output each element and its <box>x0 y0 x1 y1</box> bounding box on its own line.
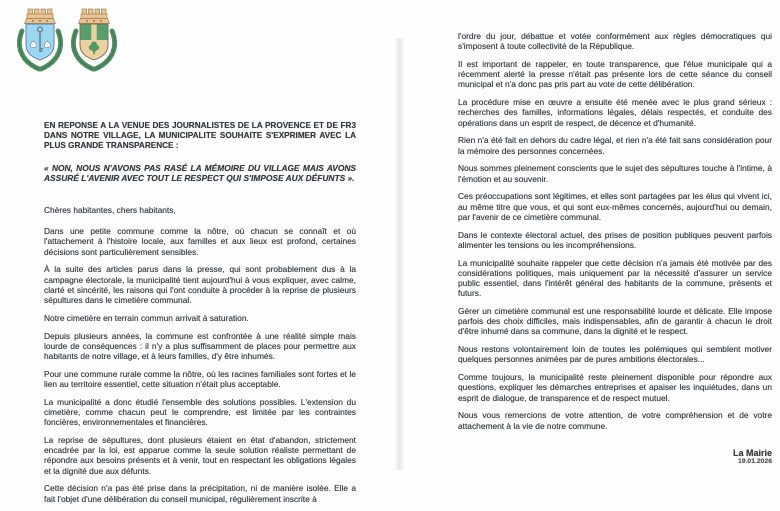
signature: La Mairie <box>732 447 772 458</box>
paragraph: La municipalité a donc étudié l'ensemble des solutions possibles. L'extension du cimetière, comme chacun peut le comprendre, est limitée par les contraintes foncières, environnementales et financières. <box>44 396 356 428</box>
coat-of-arms-blue-icon <box>14 5 66 79</box>
paragraph: Gérer un cimetière communal est une responsabilité lourde et délicate. Elle impose parfois des choix difficiles, mais indispensables, afin de garantir à chacun le droit d'être inhumé dans sa commune, dans la dignité et le respect. <box>458 306 772 337</box>
salutation: Chères habitantes, chers habitants, <box>44 205 176 216</box>
headline-quote: « NON, NOUS N'AVONS PAS RASÉ LA MÉMOIRE DU VILLAGE MAIS AVONS ASSURÉ L'AVENIR AVEC TOUT LE RESPECT QUI S'IMPOSE AUX DÉFUNTS ». <box>44 162 356 183</box>
mural-crown-icon <box>25 9 56 24</box>
paragraph: La procédure mise en œuvre a ensuite été menée avec le plus grand sérieux : recherches des familles, informations légales, délais respectés, et conduite des opérations dans un esprit de respect, de décence et d'humanité. <box>458 97 772 128</box>
paragraph: Depuis plusieurs années, la commune est confrontée à une réalité simple mais lourde de conséquences : il n'y a plus suffisamment de places pour permettre aux habitants de notre village, et à leurs familles, d'y être inhumés. <box>44 330 356 362</box>
paragraph: Rien n'a été fait en dehors du cadre légal, et rien n'a été fait sans considération pour la mémoire des personnes concernées. <box>458 135 772 156</box>
letter-left-column <box>44 121 356 511</box>
paragraph: Cette décision n'a pas été prise dans la précipitation, ni de manière isolée. Elle a fait l'objet d'une délibération du conseil municipal, régulièrement inscrite à <box>44 483 356 504</box>
paragraph: Ces préoccupations sont légitimes, et elles sont partagées par les élus qui vivent ici, au même titre que vous, et qui sont eux-mêmes concernés, aujourd'hui ou demain, par l'avenir de ce cimetière communal. <box>458 191 772 222</box>
paragraph: l'ordre du jour, débattue et votée conformément aux règles démocratiques qui s'imposent à toute collectivité de la République. <box>458 31 772 52</box>
paragraph: Comme toujours, la municipalité reste pleinement disponible pour répondre aux questions, expliquer les démarches entreprises et apaiser les inquiétudes, dans un esprit de dialogue, de transparence et de respect mutuel. <box>458 372 772 403</box>
paragraph: La reprise de sépultures, dont plusieurs étaient en état d'abandon, strictement encadrée par la loi, est apparue comme la seule solution réaliste permettant de répondre aux besoins présents et à venir, tout en respectant les obligations légales et la dignité due aux défunts. <box>44 435 356 476</box>
paragraph: Dans une petite commune comme la nôtre, où chacun se connaît et où l'attachement à l'histoire locale, aux familles et aux lieux est profond, certaines décisions sont particulièrement sensibles. <box>44 226 356 257</box>
page-fold-shadow <box>394 38 405 470</box>
signature-block <box>458 448 772 466</box>
paragraph: Dans le contexte électoral actuel, des prises de position publiques peuvent parfois alimenter les tensions ou les incompréhensions. <box>458 229 772 250</box>
paragraph: Nous vous remercions de votre attention, de votre compréhension et de votre attachement à la vie de notre commune. <box>458 410 772 431</box>
coat-of-arms-green-gold-icon <box>68 5 120 79</box>
letter-right-column <box>458 31 772 466</box>
paragraph: À la suite des articles parus dans la presse, qui sont probablement dus à la campagne électorale, la municipalité tient aujourd'hui à vous expliquer, avec calme, clarté et sincérité, les raisons qui l'ont conduite à procéder à la reprise de plusieurs sépultures dans le cimetière communal. <box>44 264 356 306</box>
paragraph: Nous sommes pleinement conscients que le sujet des sépultures touche à l'intime, à l'émotion et au souvenir. <box>458 163 772 184</box>
mural-crown-icon <box>79 9 110 24</box>
paragraph: La municipalité souhaite rappeler que cette décision n'a jamais été motivée par des considérations politiques, mais uniquement par la nécessité d'assurer un service public essentiel, dans l'intérêt général des habitants de la commune, présents et futurs. <box>458 257 772 299</box>
paragraph: Il est important de rappeler, en toute transparence, que l'élue municipale qui a récemment alerté la presse n'était pas présente lors de cette séance du conseil municipal et n'a donc pas pris part au vote de cette délibération. <box>458 59 772 90</box>
paragraph: Pour une commune rurale comme la nôtre, où les racines familiales sont fortes et le lien au territoire essentiel, cette situation n'était plus acceptable. <box>44 368 356 390</box>
intro-statement: EN REPONSE A LA VENUE DES JOURNALISTES DE LA PROVENCE ET DE FR3 DANS NOTRE VILLAGE, LA MUNICIPALITE SOUHAITE S'EXPRIMER AVEC LA PLUS GRANDE TRANSPARENCE : <box>44 121 356 151</box>
paragraph: Nous restons volontairement loin de toutes les polémiques qui semblent motiver quelques personnes animées par de pures ambitions électorales... <box>458 344 772 365</box>
municipal-emblems <box>14 5 120 81</box>
paragraph: Notre cimetière en terrain commun arrivait à saturation. <box>44 312 249 323</box>
signature-date: 19.01.2026 <box>737 457 772 465</box>
